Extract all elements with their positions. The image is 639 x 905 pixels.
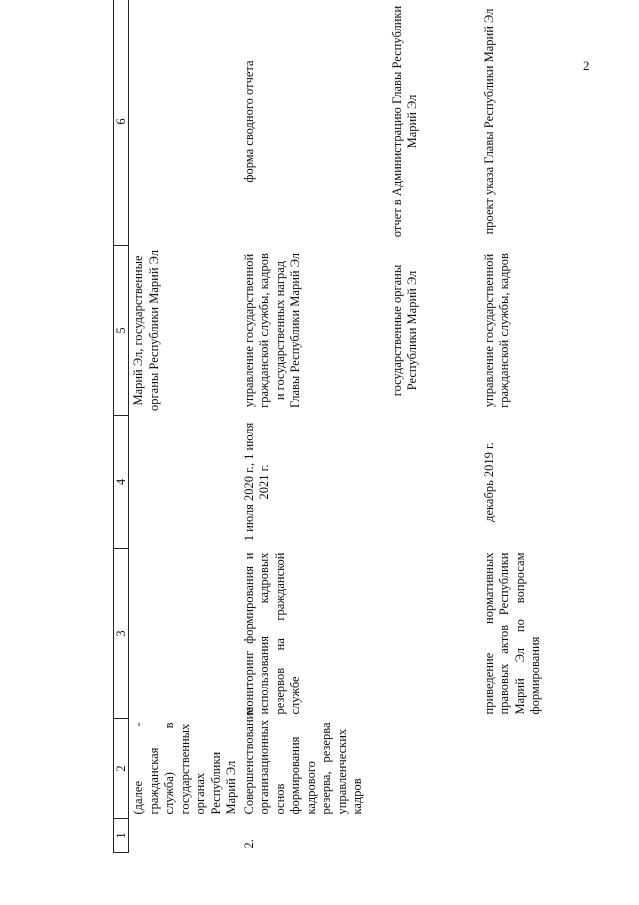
responsible-cell: государственные органы Республики Марий Эл [389, 264, 419, 397]
responsible-cell: управление государственной гражданской службы, кадров [481, 253, 511, 408]
table-row [390, 0, 476, 853]
responsible-cell: Марий Эл, государственные органы Республики Марий Эл [131, 250, 161, 411]
deadline-cell: декабрь 2019 г. [481, 442, 496, 522]
row-number [390, 819, 476, 853]
activity-cell: Совершенствование организационных основ формирования кадрового резерва, резерва управленческих кадров [241, 707, 364, 815]
activity-cell [390, 719, 476, 819]
deadline-cell [129, 416, 240, 549]
measure-cell: приведение нормативных правовых актов Республики Марий Эл по вопросам формирования [481, 552, 542, 715]
col-header-2: 2 [114, 719, 129, 819]
row-number: 2. [241, 839, 256, 849]
col-header-4: 4 [114, 416, 129, 549]
col-header-6: 6 [114, 0, 129, 246]
table-row [129, 0, 240, 853]
responsible-cell: управление государственной гражданской службы, кадров и государственных наград Главы Республики Марий Эл [241, 252, 302, 409]
deadline-cell: 1 июля 2020 г., 1 июля 2021 г. [241, 422, 271, 542]
rotated-table-sheet [113, 0, 613, 853]
plan-table [113, 0, 544, 853]
result-cell [129, 0, 240, 246]
result-cell: отчет в Администрацию Главы Республики Марий Эл [389, 5, 419, 238]
table-row [476, 0, 544, 853]
header-row [114, 0, 129, 853]
col-header-1: 1 [114, 819, 129, 853]
result-cell: форма сводного отчета [241, 60, 256, 183]
col-header-5: 5 [114, 246, 129, 416]
activity-cell: (далее - гражданская служба) в государственных органах Республики Марий Эл [131, 722, 238, 815]
measure-cell [129, 549, 240, 719]
deadline-cell [390, 416, 476, 549]
page-number: 2 [583, 58, 590, 73]
row-number [129, 819, 240, 853]
result-cell: проект указа Главы Республики Марий Эл [481, 8, 496, 235]
measure-cell: мониторинг формирования и использования кадровых резервов на гражданской службе [241, 552, 302, 715]
table-row [240, 0, 390, 853]
row-number [476, 819, 544, 853]
col-header-3: 3 [114, 549, 129, 719]
measure-cell [390, 549, 476, 719]
activity-cell [476, 719, 544, 819]
